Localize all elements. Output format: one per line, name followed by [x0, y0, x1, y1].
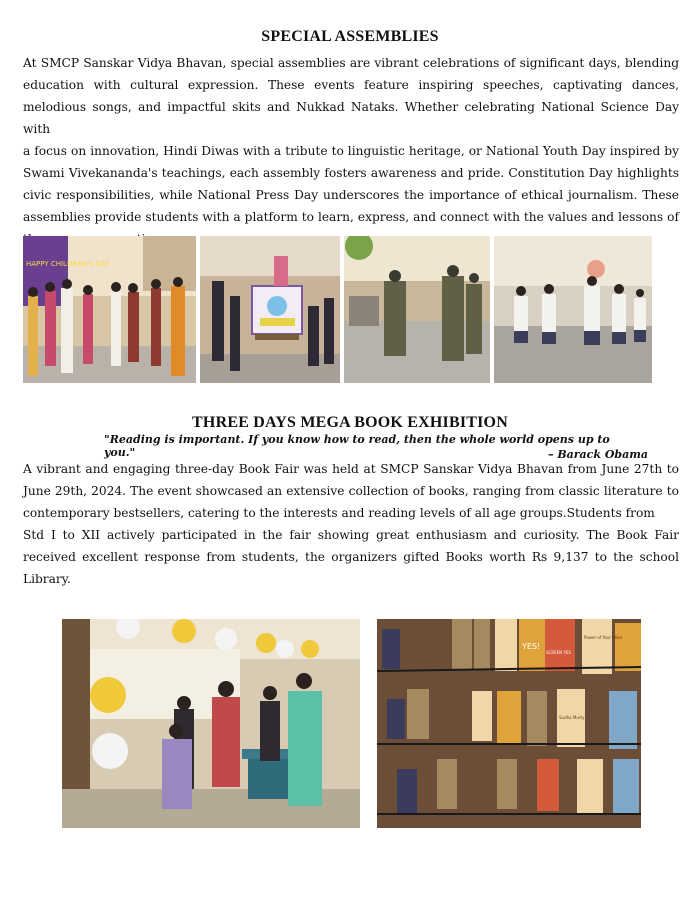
paragraph-line: A vibrant and engaging three-day Book Fair was held at SMCP Sanskar Vidya Bhavan from June 27th to [23, 462, 679, 476]
paragraph-line: education with cultural expression. These events feature inspiring speeches, captivating dances, [23, 78, 679, 92]
book-fair-photo-visitors [62, 619, 360, 828]
section-title-book-exhibition: THREE DAYS MEGA BOOK EXHIBITION [192, 414, 508, 431]
paragraph-line: Swami Vivekananda's teachings, each assembly fosters awareness and pride. Constitution Day highlights [23, 166, 679, 180]
banner-text: HAPPY CHILDREN'S DAY [26, 260, 110, 268]
paragraph-line: contemporary bestsellers, catering to the interests and reading levels of all age groups.Students from [23, 506, 655, 520]
assembly-photo-performance [494, 236, 652, 383]
shelf-book-title: SCREEN YES [546, 650, 571, 655]
assembly-photo-skit [344, 236, 490, 383]
section-title-special-assemblies: SPECIAL ASSEMBLIES [261, 28, 439, 45]
quote-text: "Reading is important. If you know how to read, then the whole world opens up to you." [104, 433, 610, 459]
paragraph-line: a focus on innovation, Hindi Diwas with a tribute to linguistic heritage, or National Youth Day inspired by [23, 144, 679, 158]
paragraph-line: assemblies provide students with a platform to learn, express, and connect with the values and lessons of [23, 210, 679, 224]
shelf-book-title: YES! [522, 642, 541, 651]
paragraph-line: At SMCP Sanskar Vidya Bhavan, special assemblies are vibrant celebrations of significant days, blending [23, 56, 679, 70]
quote-author: – Barack Obama [548, 448, 648, 461]
paragraph-line: civic responsibilities, while National Press Day underscores the importance of ethical journalism. These [23, 188, 679, 202]
assembly-photo-display-board [200, 236, 340, 383]
paragraph-line: June 29th, 2024. The event showcased an extensive collection of books, ranging from classic literature to [23, 484, 679, 498]
book-exhibition-paragraph [23, 458, 679, 590]
assembly-photo-childrens-day [23, 236, 196, 383]
paragraph-line: Std I to XII actively participated in the fair showing great enthusiasm and curiosity. The Book Fair [23, 528, 679, 542]
paragraph-line: Library. [23, 572, 71, 586]
shelf-book-title: Power of Your Mind [584, 635, 622, 640]
shelf-book-title: Sudha Murty [559, 715, 585, 720]
book-fair-photo-shelves [377, 619, 641, 828]
paragraph-line: melodious songs, and impactful skits and Nukkad Nataks. Whether celebrating National Science Day with [23, 100, 679, 136]
paragraph-line: received excellent response from students, the organizers gifted Books worth Rs 9,137 to the school [23, 550, 679, 564]
special-assemblies-paragraph [23, 52, 679, 250]
